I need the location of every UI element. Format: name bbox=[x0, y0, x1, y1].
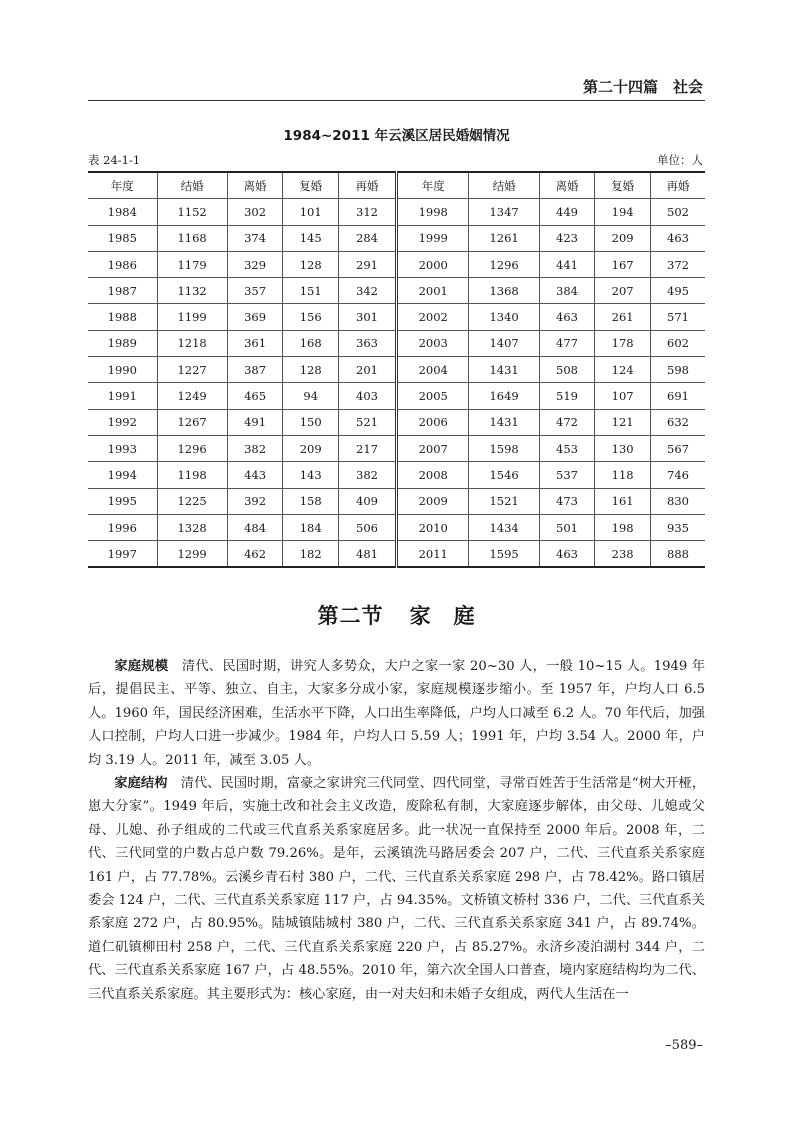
table-cell: 387 bbox=[227, 357, 283, 383]
table-cell: 2006 bbox=[396, 409, 469, 435]
table-row bbox=[88, 462, 705, 488]
table-cell: 484 bbox=[227, 514, 283, 540]
table-cell: 462 bbox=[227, 541, 283, 568]
table-cell: 506 bbox=[339, 514, 397, 540]
table-cell: 1296 bbox=[469, 251, 539, 277]
table-cell: 363 bbox=[339, 330, 397, 356]
paragraph-text: 清代、民国时期，讲究人多势众，大户之家一家 20~30 人，一般 10~15 人。1949 年后，提倡民主、平等、独立、自主，大家多分成小家，家庭规模逐步缩小。至 1957 年，户均人口 6.5 人。1960 年，国民经济困难，生活水平下降，人口出生率降低，户均人口减至 6.2 人。70 年代后，加强人口控制，户均人口进一步减少。1984 年，户均人口 5.59 人；1991 年，户均 3.54 人。2000 年，户均 3.19 人。2011 年，减至 3.05 人。 bbox=[88, 659, 706, 768]
table-cell: 403 bbox=[339, 383, 397, 409]
table-row bbox=[88, 225, 705, 251]
table-cell: 121 bbox=[595, 409, 651, 435]
table-cell: 463 bbox=[539, 304, 595, 330]
table-row bbox=[88, 304, 705, 330]
table-cell: 94 bbox=[283, 383, 339, 409]
table-cell: 130 bbox=[595, 435, 651, 461]
table-cell: 207 bbox=[595, 278, 651, 304]
table-cell: 1595 bbox=[469, 541, 539, 568]
page-number: –589– bbox=[665, 1038, 703, 1053]
paragraph bbox=[88, 772, 705, 1006]
table-cell: 167 bbox=[595, 251, 651, 277]
table-cell: 184 bbox=[283, 514, 339, 540]
table-cell: 2005 bbox=[396, 383, 469, 409]
table-cell: 1991 bbox=[88, 383, 157, 409]
section-title bbox=[0, 600, 793, 630]
table-cell: 2010 bbox=[396, 514, 469, 540]
table-cell: 1249 bbox=[157, 383, 227, 409]
body-text bbox=[88, 655, 705, 1006]
table-row bbox=[88, 541, 705, 568]
table-cell: 342 bbox=[339, 278, 397, 304]
table-cell: 1179 bbox=[157, 251, 227, 277]
table-cell: 449 bbox=[539, 199, 595, 225]
running-header bbox=[88, 72, 705, 101]
section-name: 家 庭 bbox=[409, 604, 476, 628]
table-cell: 2011 bbox=[396, 541, 469, 568]
column-header: 结婚 bbox=[469, 172, 539, 199]
table-cell: 1328 bbox=[157, 514, 227, 540]
table-cell: 1218 bbox=[157, 330, 227, 356]
table-cell: 2009 bbox=[396, 488, 469, 514]
table-cell: 1152 bbox=[157, 199, 227, 225]
table-cell: 178 bbox=[595, 330, 651, 356]
table-cell: 632 bbox=[650, 409, 705, 435]
table-cell: 101 bbox=[283, 199, 339, 225]
table-cell: 312 bbox=[339, 199, 397, 225]
table-cell: 501 bbox=[539, 514, 595, 540]
table-cell: 1296 bbox=[157, 435, 227, 461]
table-row bbox=[88, 435, 705, 461]
table-cell: 888 bbox=[650, 541, 705, 568]
column-header: 复婚 bbox=[595, 172, 651, 199]
table-cell: 128 bbox=[283, 251, 339, 277]
table-cell: 1995 bbox=[88, 488, 157, 514]
table-cell: 473 bbox=[539, 488, 595, 514]
table-cell: 1431 bbox=[469, 409, 539, 435]
table-cell: 2004 bbox=[396, 357, 469, 383]
table-cell: 1997 bbox=[88, 541, 157, 568]
table-cell: 1368 bbox=[469, 278, 539, 304]
column-header: 复婚 bbox=[283, 172, 339, 199]
table-row bbox=[88, 330, 705, 356]
table-cell: 1988 bbox=[88, 304, 157, 330]
table-cell: 423 bbox=[539, 225, 595, 251]
table-cell: 1986 bbox=[88, 251, 157, 277]
table-row bbox=[88, 278, 705, 304]
table-cell: 2000 bbox=[396, 251, 469, 277]
table-cell: 158 bbox=[283, 488, 339, 514]
table-row bbox=[88, 383, 705, 409]
table-cell: 1225 bbox=[157, 488, 227, 514]
table-cell: 409 bbox=[339, 488, 397, 514]
table-cell: 392 bbox=[227, 488, 283, 514]
table-cell: 1996 bbox=[88, 514, 157, 540]
table-cell: 384 bbox=[539, 278, 595, 304]
table-cell: 1989 bbox=[88, 330, 157, 356]
table-cell: 118 bbox=[595, 462, 651, 488]
table-cell: 453 bbox=[539, 435, 595, 461]
table-cell: 830 bbox=[650, 488, 705, 514]
table-cell: 571 bbox=[650, 304, 705, 330]
table-cell: 145 bbox=[283, 225, 339, 251]
table-cell: 361 bbox=[227, 330, 283, 356]
table-cell: 495 bbox=[650, 278, 705, 304]
table-cell: 1999 bbox=[396, 225, 469, 251]
table-cell: 508 bbox=[539, 357, 595, 383]
column-header: 离婚 bbox=[227, 172, 283, 199]
table-row bbox=[88, 409, 705, 435]
table-cell: 472 bbox=[539, 409, 595, 435]
table-cell: 598 bbox=[650, 357, 705, 383]
table-cell: 1261 bbox=[469, 225, 539, 251]
table-cell: 150 bbox=[283, 409, 339, 435]
table-cell: 291 bbox=[339, 251, 397, 277]
table-cell: 1546 bbox=[469, 462, 539, 488]
table-cell: 209 bbox=[595, 225, 651, 251]
section-number: 第二节 bbox=[317, 604, 384, 628]
table-cell: 441 bbox=[539, 251, 595, 277]
table-cell: 1994 bbox=[88, 462, 157, 488]
table-cell: 161 bbox=[595, 488, 651, 514]
column-header: 再婚 bbox=[650, 172, 705, 199]
table-header-row bbox=[88, 172, 705, 199]
table-cell: 1407 bbox=[469, 330, 539, 356]
table-cell: 1340 bbox=[469, 304, 539, 330]
table-cell: 443 bbox=[227, 462, 283, 488]
table-cell: 602 bbox=[650, 330, 705, 356]
table-cell: 382 bbox=[227, 435, 283, 461]
table-cell: 691 bbox=[650, 383, 705, 409]
table-cell: 1649 bbox=[469, 383, 539, 409]
table-cell: 465 bbox=[227, 383, 283, 409]
column-header: 年度 bbox=[88, 172, 157, 199]
table-cell: 382 bbox=[339, 462, 397, 488]
paragraph bbox=[88, 655, 705, 772]
table-cell: 369 bbox=[227, 304, 283, 330]
table-cell: 463 bbox=[650, 225, 705, 251]
table-row bbox=[88, 199, 705, 225]
chapter-title: 第二十四篇 社会 bbox=[582, 78, 703, 96]
table-row bbox=[88, 514, 705, 540]
table-cell: 1998 bbox=[396, 199, 469, 225]
table-cell: 374 bbox=[227, 225, 283, 251]
table-cell: 217 bbox=[339, 435, 397, 461]
table-cell: 302 bbox=[227, 199, 283, 225]
paragraph-lead: 家庭规模 bbox=[114, 659, 169, 674]
table-cell: 1984 bbox=[88, 199, 157, 225]
table-cell: 151 bbox=[283, 278, 339, 304]
table-cell: 935 bbox=[650, 514, 705, 540]
table-cell: 521 bbox=[339, 409, 397, 435]
table-row bbox=[88, 488, 705, 514]
table-cell: 1598 bbox=[469, 435, 539, 461]
table-cell: 1199 bbox=[157, 304, 227, 330]
table-cell: 107 bbox=[595, 383, 651, 409]
table-cell: 1267 bbox=[157, 409, 227, 435]
table-cell: 1985 bbox=[88, 225, 157, 251]
table-cell: 2008 bbox=[396, 462, 469, 488]
table-cell: 519 bbox=[539, 383, 595, 409]
table-cell: 128 bbox=[283, 357, 339, 383]
table-cell: 1992 bbox=[88, 409, 157, 435]
table-cell: 372 bbox=[650, 251, 705, 277]
table-cell: 301 bbox=[339, 304, 397, 330]
table-cell: 537 bbox=[539, 462, 595, 488]
table-cell: 1431 bbox=[469, 357, 539, 383]
table-cell: 1434 bbox=[469, 514, 539, 540]
table-cell: 1168 bbox=[157, 225, 227, 251]
table-row bbox=[88, 251, 705, 277]
column-header: 离婚 bbox=[539, 172, 595, 199]
table-cell: 1987 bbox=[88, 278, 157, 304]
table-cell: 1521 bbox=[469, 488, 539, 514]
table-cell: 209 bbox=[283, 435, 339, 461]
table-cell: 1990 bbox=[88, 357, 157, 383]
table-id: 表 24-1-1 bbox=[88, 153, 141, 167]
table-cell: 124 bbox=[595, 357, 651, 383]
table-cell: 198 bbox=[595, 514, 651, 540]
table-cell: 567 bbox=[650, 435, 705, 461]
table-cell: 357 bbox=[227, 278, 283, 304]
table-cell: 156 bbox=[283, 304, 339, 330]
table-cell: 182 bbox=[283, 541, 339, 568]
table-cell: 2007 bbox=[396, 435, 469, 461]
table-cell: 1198 bbox=[157, 462, 227, 488]
table-cell: 194 bbox=[595, 199, 651, 225]
table-cell: 168 bbox=[283, 330, 339, 356]
column-header: 年度 bbox=[396, 172, 469, 199]
table-cell: 2001 bbox=[396, 278, 469, 304]
table-cell: 481 bbox=[339, 541, 397, 568]
table-cell: 143 bbox=[283, 462, 339, 488]
table-row bbox=[88, 357, 705, 383]
table-cell: 201 bbox=[339, 357, 397, 383]
table-unit: 单位：人 bbox=[657, 153, 703, 167]
table-cell: 1132 bbox=[157, 278, 227, 304]
table-cell: 2002 bbox=[396, 304, 469, 330]
table-cell: 329 bbox=[227, 251, 283, 277]
paragraph-text: 清代、民国时期，富豪之家讲究三代同堂、四代同堂，寻常百姓苦于生活常是“树大开桠，崽大分家”。1949 年后，实施土改和社会主义改造，废除私有制，大家庭逐步解体，由父母、儿媳或父母、儿媳、孙子组成的二代或三代直系关系家庭居多。此一状况一直保持至 2000 年后。2008 年，二代、三代同堂的户数占总户数 79.26%。是年，云溪镇洗马路居委会 207 户，二代、三代直系关系家庭 161 户，占 77.78%。云溪乡青石村 380 户，二代、三代直系关系家庭 298 户，占 78.42%。路口镇居委会 124 户，二代、三代直系关系家庭 117 户，占 94.35%。文桥镇文桥村 336 户，二代、三代直系关系家庭 272 户，占 80.95%。陆城镇陆城村 380 户，二代、三代直系关系家庭 341 户，占 89.74%。道仁矶镇柳田村 258 户，二代、三代直系关系家庭 220 户，占 85.27%。永济乡凌泊湖村 344 户，二代、三代直系关系家庭 167 户，占 48.55%。2010 年，第六次全国人口普查，境内家庭结构均为二代、三代直系关系家庭。其主要形式为：核心家庭，由一对夫妇和未婚子女组成，两代人生活在一 bbox=[88, 776, 705, 1002]
table-title: 1984~2011 年云溪区居民婚姻情况 bbox=[283, 128, 510, 144]
table-cell: 1993 bbox=[88, 435, 157, 461]
table-cell: 491 bbox=[227, 409, 283, 435]
table-cell: 1299 bbox=[157, 541, 227, 568]
table-cell: 1347 bbox=[469, 199, 539, 225]
table-cell: 477 bbox=[539, 330, 595, 356]
column-header: 再婚 bbox=[339, 172, 397, 199]
table-cell: 1227 bbox=[157, 357, 227, 383]
table-cell: 284 bbox=[339, 225, 397, 251]
paragraph-lead: 家庭结构 bbox=[114, 776, 168, 792]
table-cell: 238 bbox=[595, 541, 651, 568]
table-cell: 2003 bbox=[396, 330, 469, 356]
column-header: 结婚 bbox=[157, 172, 227, 199]
table-cell: 502 bbox=[650, 199, 705, 225]
table-cell: 463 bbox=[539, 541, 595, 568]
table-cell: 261 bbox=[595, 304, 651, 330]
marriage-table bbox=[88, 171, 705, 568]
table-cell: 746 bbox=[650, 462, 705, 488]
